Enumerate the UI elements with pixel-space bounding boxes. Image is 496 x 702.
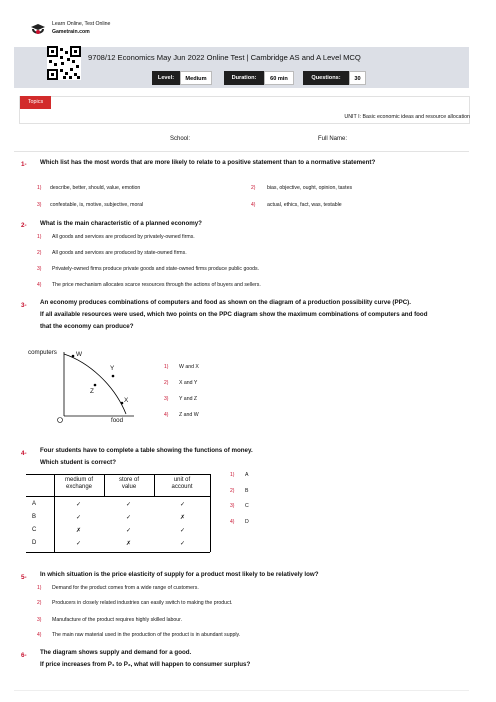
option-number: 4) [37, 282, 42, 288]
question-text-line-2: Which student is correct? [40, 459, 116, 466]
option-number: 3) [230, 503, 235, 509]
question-number: 1- [21, 161, 27, 168]
cell-mark: ✗ [76, 528, 82, 534]
question-text-line-1: Four students have to complete a table showing the functions of money. [40, 447, 253, 454]
option-text[interactable]: Demand for the product comes from a wide range of customers. [52, 585, 199, 591]
duration-label: Duration: [224, 71, 264, 85]
question-number: 5- [21, 574, 27, 581]
option-number: 2) [164, 380, 169, 386]
cell-mark: ✗ [180, 515, 186, 521]
table-row [26, 512, 210, 525]
ppc-point-z-label: Z [90, 388, 94, 395]
school-field-label: School: [170, 136, 191, 142]
option-text[interactable]: A [245, 472, 249, 478]
question-text-line-1: The diagram shows supply and demand for a good. [40, 649, 192, 656]
question-number: 2- [21, 222, 27, 229]
row-label: D [32, 540, 37, 546]
site-tagline: Learn Online, Test Online [52, 21, 111, 27]
qr-code-icon [47, 46, 81, 80]
option-number: 4) [230, 519, 235, 525]
option-number: 2) [37, 600, 42, 606]
option-text[interactable]: All goods and services are produced by state-owned firms. [52, 250, 187, 256]
origin-circle [58, 418, 63, 423]
questions-label: Questions: [303, 71, 349, 85]
option-number: 1) [37, 234, 42, 240]
point-z [94, 384, 97, 387]
question-text: Which list has the most words that are more likely to relate to a positive statement than to a normative statement? [40, 159, 376, 166]
option-text[interactable]: actual, ethics, fact, was, testable [267, 202, 342, 208]
option-text[interactable]: confestable, is, motive, subjective, moral [50, 202, 144, 208]
ppc-point-x-label: X [124, 397, 129, 404]
question-text-line-1: An economy produces combinations of computers and food as shown on the diagram of a production possibility curve (PPC). [40, 299, 411, 306]
option-number: 3) [37, 617, 42, 623]
option-number: 1) [37, 585, 42, 591]
row-label: C [32, 527, 37, 533]
question-text-line-2: If price increases from P₁ to P₂, what will happen to consumer surplus? [40, 661, 251, 668]
option-text[interactable]: W and X [179, 364, 199, 370]
duration-value: 60 min [264, 71, 294, 85]
option-number: 2) [230, 488, 235, 494]
table-row [26, 538, 210, 551]
option-text[interactable]: All goods and services are produced by privately-owned firms. [52, 234, 195, 240]
page-bottom-rule [14, 690, 469, 691]
site-domain[interactable]: Gametrain.com [52, 29, 90, 35]
cell-mark: ✓ [126, 502, 132, 508]
topics-tag: Topics [20, 96, 51, 109]
row-label: B [32, 514, 37, 520]
option-text[interactable]: Privately-owned firms produce private goods and state-owned firms produce public goods. [52, 266, 260, 272]
test-title: 9708/12 Economics May Jun 2022 Online Test | Cambridge AS and A Level MCQ [88, 53, 361, 62]
questions-value: 30 [349, 71, 366, 85]
unit-label: UNIT I: Basic economic ideas and resource allocation [344, 114, 470, 120]
option-text[interactable]: C [245, 503, 249, 509]
table-header-cell: unit of account [171, 477, 193, 490]
question-text: What is the main characteristic of a planned economy? [40, 220, 202, 227]
cell-mark: ✓ [126, 515, 132, 521]
option-number: 1) [164, 364, 169, 370]
cell-mark: ✓ [76, 502, 82, 508]
option-number: 2) [251, 185, 256, 191]
table-row [26, 525, 210, 538]
option-number: 1) [230, 472, 235, 478]
full-name-field-label: Full Name: [318, 136, 348, 142]
ppc-point-y-label: Y [110, 365, 115, 372]
divider [14, 151, 469, 152]
point-x [121, 402, 124, 405]
cell-mark: ✓ [180, 528, 186, 534]
row-label: A [32, 501, 37, 507]
level-value: Medium [180, 71, 212, 85]
option-number: 1) [37, 185, 42, 191]
option-number: 3) [37, 266, 42, 272]
question-number: 3- [21, 302, 27, 309]
ppc-y-label: computers [28, 349, 57, 356]
option-text[interactable]: Manufacture of the product requires highly skilled labour. [52, 617, 183, 623]
option-number: 3) [37, 202, 42, 208]
table-row [26, 499, 210, 512]
option-text[interactable]: X and Y [179, 380, 198, 386]
money-functions-table [26, 474, 210, 552]
option-text[interactable]: The main raw material used in the production of the product is in abundant supply. [52, 632, 241, 638]
option-text[interactable]: D [245, 519, 249, 525]
point-w [72, 355, 75, 358]
cell-mark: ✓ [126, 528, 132, 534]
question-number: 4- [21, 450, 27, 457]
option-text[interactable]: B [245, 488, 249, 494]
cell-mark: ✓ [180, 502, 186, 508]
option-text[interactable]: The price mechanism allocates scarce resources through the actions of buyers and sellers. [52, 282, 261, 288]
table-header-cell: medium of exchange [64, 477, 93, 490]
option-number: 4) [164, 412, 169, 418]
option-number: 4) [37, 632, 42, 638]
cell-mark: ✗ [126, 541, 132, 547]
option-text[interactable]: Z and W [179, 412, 199, 418]
option-number: 4) [251, 202, 256, 208]
gametrain-logo-icon [29, 23, 47, 37]
question-text: In which situation is the price elasticity of supply for a product most likely to be relatively low? [40, 571, 319, 578]
table-header-cell: store of value [118, 477, 139, 490]
ppc-x-label: food [111, 417, 124, 424]
option-text[interactable]: Y and Z [179, 396, 198, 402]
level-label: Level: [152, 71, 180, 85]
option-text[interactable]: bias, objective, ought, opinion, tastes [267, 185, 353, 191]
question-text-line-3: that the economy can produce? [40, 323, 134, 330]
question-number: 6- [21, 652, 27, 659]
option-number: 3) [164, 396, 169, 402]
option-number: 2) [37, 250, 42, 256]
option-text[interactable]: describe, better, should, value, emotion [50, 185, 141, 191]
cell-mark: ✓ [76, 515, 82, 521]
table-bottom-rule [26, 552, 210, 553]
point-y [112, 375, 115, 378]
table-col-divider [210, 474, 211, 552]
cell-mark: ✓ [76, 541, 82, 547]
cell-mark: ✓ [180, 541, 186, 547]
question-text-line-2: If all available resources were used, which two points on the PPC diagram show the maximum combinations of computers and food [40, 311, 428, 318]
ppc-point-w-label: W [76, 351, 83, 358]
option-text[interactable]: Producers in closely related industries can easily switch to making the product. [52, 600, 233, 606]
